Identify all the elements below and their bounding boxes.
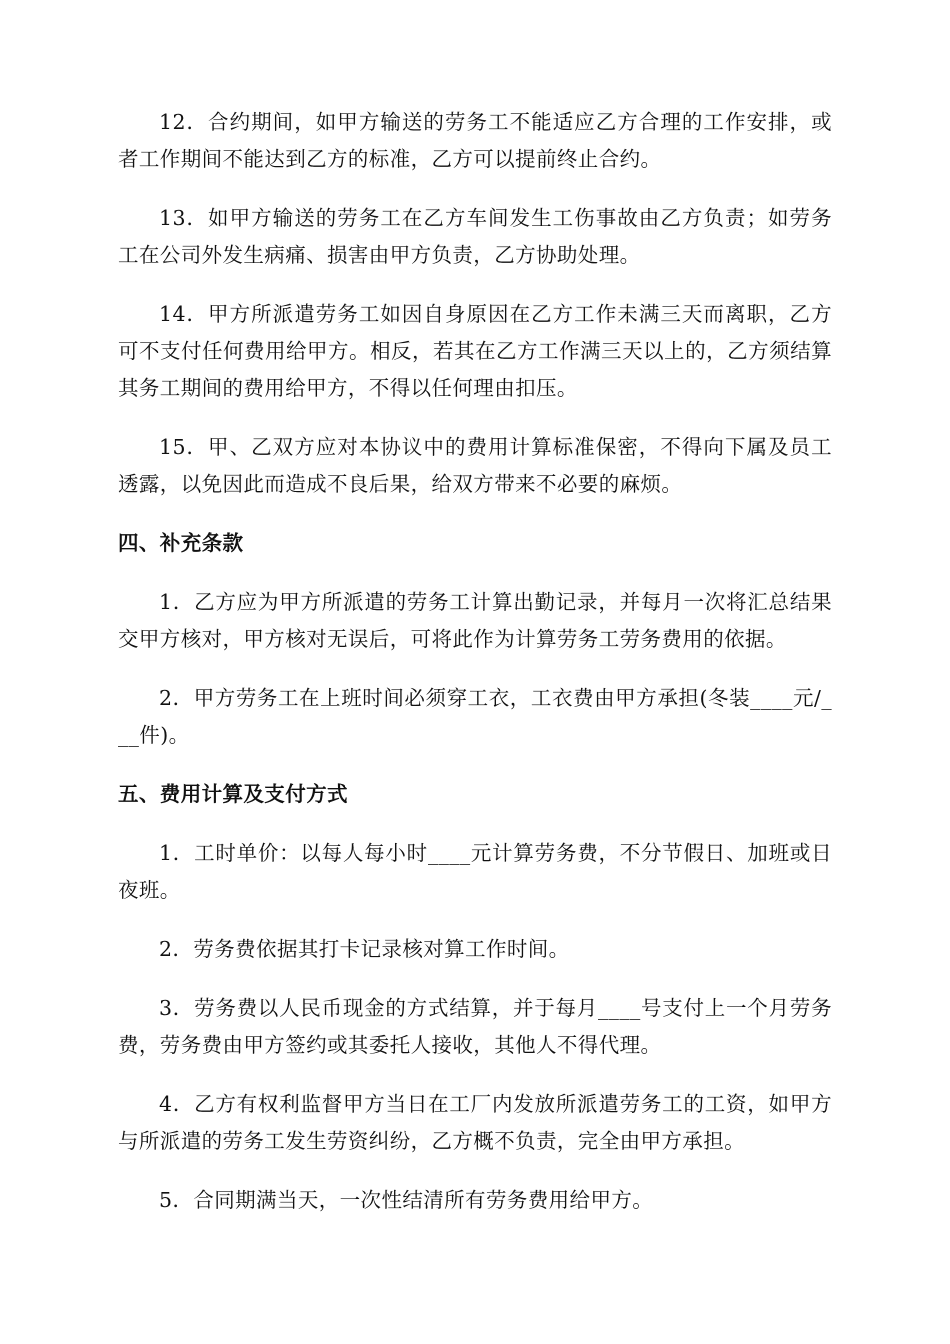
payment-clause-5: 5．合同期满当天，一次性结清所有劳务费用给甲方。 — [159, 1188, 654, 1212]
supplementary-clause-1: 1．乙方应为甲方所派遣的劳务工计算出勤记录，并每月一次将汇总结果交甲方核对，甲方核对无误后，可将此作为计算劳务工劳务费用的依据。 — [118, 590, 832, 651]
payment-clause-4: 4．乙方有权利监督甲方当日在工厂内发放所派遣劳务工的工资，如甲方与所派遣的劳务工发生劳资纠纷，乙方概不负责，完全由甲方承担。 — [118, 1092, 832, 1153]
section-heading-supplementary: 四、补充条款 — [118, 531, 244, 555]
clause-15: 15．甲、乙双方应对本协议中的费用计算标准保密，不得向下属及员工透露，以免因此而造成不良后果，给双方带来不必要的麻烦。 — [118, 435, 832, 496]
clause-12: 12．合约期间，如甲方输送的劳务工不能适应乙方合理的工作安排，或者工作期间不能达到乙方的标准，乙方可以提前终止合约。 — [118, 110, 832, 171]
payment-clause-3: 3．劳务费以人民币现金的方式结算，并于每月____号支付上一个月劳务费，劳务费由甲方签约或其委托人接收，其他人不得代理。 — [118, 996, 832, 1057]
clause-13: 13．如甲方输送的劳务工在乙方车间发生工伤事故由乙方负责；如劳务工在公司外发生病痛、损害由甲方负责，乙方协助处理。 — [118, 206, 832, 267]
section-heading-payment: 五、费用计算及支付方式 — [118, 782, 348, 806]
payment-clause-1: 1．工时单价：以每人每小时____元计算劳务费，不分节假日、加班或日夜班。 — [118, 841, 832, 902]
payment-clause-2: 2．劳务费依据其打卡记录核对算工作时间。 — [159, 937, 570, 961]
clause-14: 14．甲方所派遣劳务工如因自身原因在乙方工作未满三天而离职，乙方可不支付任何费用给甲方。相反，若其在乙方工作满三天以上的，乙方须结算其务工期间的费用给甲方，不得以任何理由扣压。 — [118, 302, 832, 400]
supplementary-clause-2: 2．甲方劳务工在上班时间必须穿工衣，工衣费由甲方承担(冬装____元/___件)。 — [118, 686, 832, 747]
